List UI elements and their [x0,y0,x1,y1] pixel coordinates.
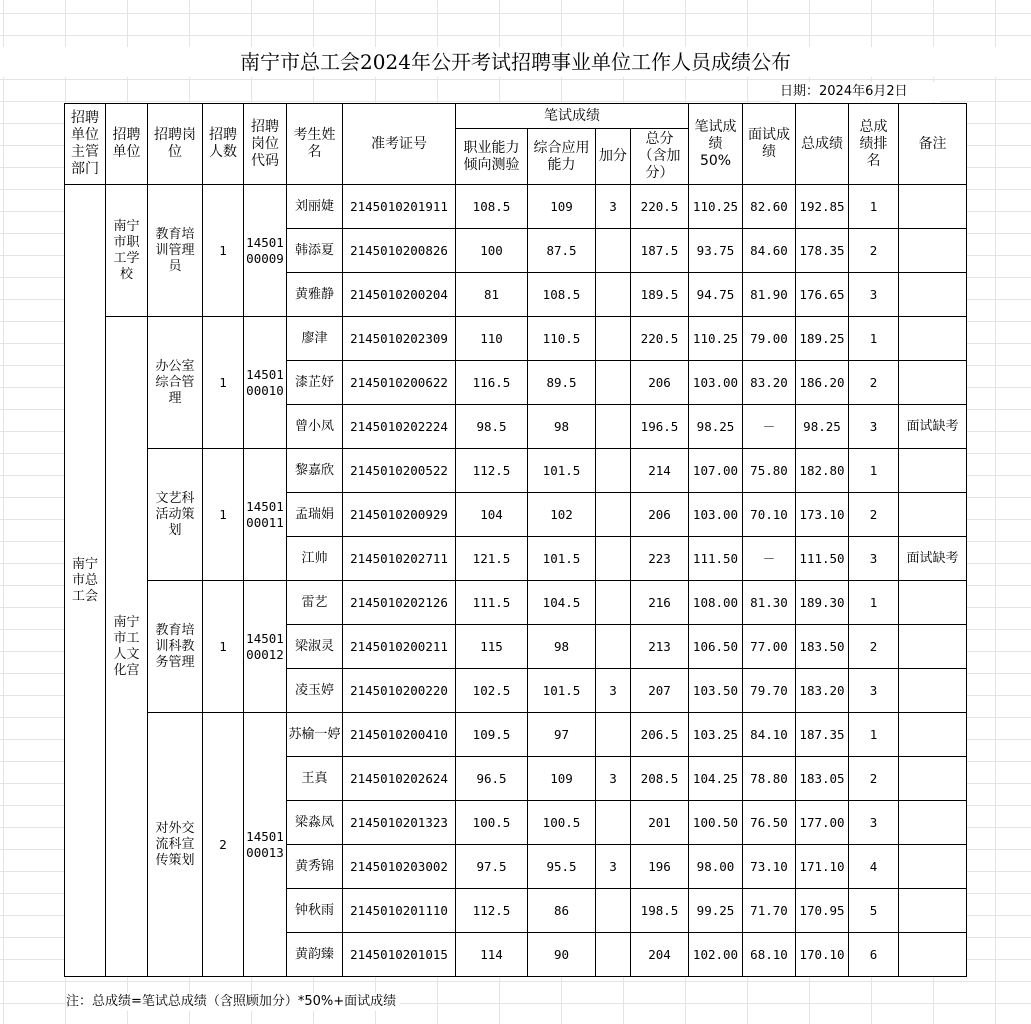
bonus-cell [596,889,631,933]
written-50-cell: 110.25 [689,185,743,229]
remark-cell: 面试缺考 [899,405,967,449]
exam-no-cell: 2145010201911 [343,185,456,229]
written-50-cell: 104.25 [689,757,743,801]
header-written-group: 笔试成绩 [456,104,689,129]
bonus-cell: 3 [596,185,631,229]
remark-cell [899,493,967,537]
applied-cell: 101.5 [528,449,596,493]
ability-cell: 121.5 [456,537,528,581]
rank-cell: 5 [849,889,899,933]
header-ability: 职业能力倾向测验 [456,129,528,185]
bonus-cell [596,801,631,845]
written-total-cell: 214 [631,449,689,493]
header-post: 招聘岗位 [148,104,203,185]
name-cell: 黄秀锦 [287,845,343,889]
rank-cell: 3 [849,405,899,449]
name-cell: 漆芷妤 [287,361,343,405]
rank-cell: 2 [849,757,899,801]
applied-cell: 101.5 [528,669,596,713]
total-cell: 189.30 [796,581,849,625]
bonus-cell [596,493,631,537]
total-cell: 111.50 [796,537,849,581]
remark-cell [899,889,967,933]
applied-cell: 97 [528,713,596,757]
total-cell: 183.05 [796,757,849,801]
applied-cell: 95.5 [528,845,596,889]
written-50-cell: 98.25 [689,405,743,449]
ability-cell: 109.5 [456,713,528,757]
applied-cell: 100.5 [528,801,596,845]
applied-cell: 102 [528,493,596,537]
header-unit: 招聘单位 [106,104,148,185]
remark-cell [899,713,967,757]
exam-no-cell: 2145010202224 [343,405,456,449]
ability-cell: 115 [456,625,528,669]
rank-cell: 1 [849,449,899,493]
written-total-cell: 208.5 [631,757,689,801]
exam-no-cell: 2145010200211 [343,625,456,669]
count-cell: 1 [203,449,244,581]
written-total-cell: 220.5 [631,317,689,361]
post-cell: 教育培训管理员 [148,185,203,317]
total-cell: 187.35 [796,713,849,757]
written-50-cell: 103.25 [689,713,743,757]
rank-cell: 3 [849,537,899,581]
total-cell: 183.20 [796,669,849,713]
score-table [64,103,967,977]
interview-cell: 81.30 [743,581,796,625]
post-cell: 办公室综合管理 [148,317,203,449]
remark-cell [899,669,967,713]
applied-cell: 90 [528,933,596,977]
footnote: 注：总成绩=笔试总成绩（含照顾加分）*50%+面试成绩 [66,993,400,1011]
interview-cell: 70.10 [743,493,796,537]
written-50-cell: 103.00 [689,493,743,537]
ability-cell: 97.5 [456,845,528,889]
header-total: 总成绩 [796,104,849,185]
written-50-cell: 107.00 [689,449,743,493]
interview-cell: 77.00 [743,625,796,669]
header-remark: 备注 [899,104,967,185]
written-total-cell: 201 [631,801,689,845]
interview-cell: 75.80 [743,449,796,493]
applied-cell: 98 [528,625,596,669]
rank-cell: 2 [849,229,899,273]
interview-cell: 71.70 [743,889,796,933]
table-row [65,581,967,625]
name-cell: 江帅 [287,537,343,581]
remark-cell [899,757,967,801]
total-cell: 192.85 [796,185,849,229]
post-cell: 文艺科活动策划 [148,449,203,581]
rank-cell: 6 [849,933,899,977]
name-cell: 钟秋雨 [287,889,343,933]
interview-cell: 82.60 [743,185,796,229]
unit-cell: 南宁市职工学校 [106,185,148,317]
exam-no-cell: 2145010201110 [343,889,456,933]
ability-cell: 100 [456,229,528,273]
bonus-cell [596,273,631,317]
dept-cell: 南宁市总工会 [65,185,106,977]
post-code-cell: 14501 00010 [244,317,287,449]
name-cell: 雷艺 [287,581,343,625]
bonus-cell [596,449,631,493]
written-50-cell: 103.50 [689,669,743,713]
rank-cell: 3 [849,669,899,713]
written-50-cell: 100.50 [689,801,743,845]
remark-cell [899,185,967,229]
interview-cell: 79.00 [743,317,796,361]
bonus-cell [596,713,631,757]
exam-no-cell: 2145010200622 [343,361,456,405]
name-cell: 曾小凤 [287,405,343,449]
header-name: 考生姓名 [287,104,343,185]
rank-cell: 1 [849,713,899,757]
remark-cell [899,845,967,889]
total-cell: 186.20 [796,361,849,405]
written-total-cell: 204 [631,933,689,977]
ability-cell: 102.5 [456,669,528,713]
interview-cell: 76.50 [743,801,796,845]
name-cell: 梁淑灵 [287,625,343,669]
header-row [65,104,967,129]
bonus-cell [596,361,631,405]
name-cell: 梁淼凤 [287,801,343,845]
applied-cell: 109 [528,757,596,801]
exam-no-cell: 2145010203002 [343,845,456,889]
interview-cell: 78.80 [743,757,796,801]
written-total-cell: 206.5 [631,713,689,757]
written-50-cell: 93.75 [689,229,743,273]
header-bonus: 加分 [596,129,631,185]
remark-cell [899,933,967,977]
header-written-50: 笔试成绩50% [689,104,743,185]
rank-cell: 2 [849,493,899,537]
post-cell: 教育培训科教务管理 [148,581,203,713]
ability-cell: 112.5 [456,449,528,493]
written-50-cell: 103.00 [689,361,743,405]
name-cell: 廖津 [287,317,343,361]
bonus-cell [596,229,631,273]
exam-no-cell: 2145010200929 [343,493,456,537]
exam-no-cell: 2145010200410 [343,713,456,757]
page-title: 南宁市总工会2024年公开考试招聘事业单位工作人员成绩公布 [0,47,1031,77]
written-total-cell: 216 [631,581,689,625]
remark-cell [899,625,967,669]
total-cell: 170.10 [796,933,849,977]
table-row [65,185,967,229]
written-50-cell: 110.25 [689,317,743,361]
written-total-cell: 206 [631,493,689,537]
written-total-cell: 196.5 [631,405,689,449]
written-50-cell: 94.75 [689,273,743,317]
applied-cell: 104.5 [528,581,596,625]
written-total-cell: 206 [631,361,689,405]
bonus-cell [596,625,631,669]
name-cell: 刘丽婕 [287,185,343,229]
header-count: 招聘人数 [203,104,244,185]
publish-date: 日期：2024年6月2日 [780,82,940,102]
applied-cell: 86 [528,889,596,933]
name-cell: 黄雅静 [287,273,343,317]
bonus-cell [596,317,631,361]
post-cell: 对外交流科宣传策划 [148,713,203,977]
applied-cell: 98 [528,405,596,449]
exam-no-cell: 2145010202126 [343,581,456,625]
written-50-cell: 98.00 [689,845,743,889]
rank-cell: 3 [849,801,899,845]
interview-cell: 83.20 [743,361,796,405]
total-cell: 170.95 [796,889,849,933]
interview-cell: － [743,537,796,581]
bonus-cell: 3 [596,845,631,889]
written-total-cell: 223 [631,537,689,581]
bonus-cell [596,537,631,581]
exam-no-cell: 2145010200522 [343,449,456,493]
count-cell: 1 [203,581,244,713]
written-total-cell: 189.5 [631,273,689,317]
interview-cell: 84.60 [743,229,796,273]
ability-cell: 116.5 [456,361,528,405]
ability-cell: 111.5 [456,581,528,625]
rank-cell: 3 [849,273,899,317]
ability-cell: 110 [456,317,528,361]
applied-cell: 108.5 [528,273,596,317]
total-cell: 178.35 [796,229,849,273]
interview-cell: 84.10 [743,713,796,757]
header-applied: 综合应用能力 [528,129,596,185]
rank-cell: 2 [849,625,899,669]
post-code-cell: 14501 00013 [244,713,287,977]
header-rank: 总成绩排名 [849,104,899,185]
ability-cell: 98.5 [456,405,528,449]
count-cell: 2 [203,713,244,977]
total-cell: 176.65 [796,273,849,317]
total-cell: 183.50 [796,625,849,669]
ability-cell: 108.5 [456,185,528,229]
written-50-cell: 106.50 [689,625,743,669]
remark-cell [899,229,967,273]
exam-no-cell: 2145010202624 [343,757,456,801]
name-cell: 孟瑞娟 [287,493,343,537]
count-cell: 1 [203,317,244,449]
rank-cell: 4 [849,845,899,889]
table-row [65,449,967,493]
rank-cell: 2 [849,361,899,405]
name-cell: 苏榆一婷 [287,713,343,757]
applied-cell: 109 [528,185,596,229]
ability-cell: 100.5 [456,801,528,845]
written-50-cell: 99.25 [689,889,743,933]
exam-no-cell: 2145010201015 [343,933,456,977]
name-cell: 黎嘉欣 [287,449,343,493]
bonus-cell: 3 [596,757,631,801]
total-cell: 177.00 [796,801,849,845]
remark-cell [899,801,967,845]
table-row [65,317,967,361]
remark-cell [899,317,967,361]
header-written-total: 总分（含加分） [631,129,689,185]
ability-cell: 114 [456,933,528,977]
written-total-cell: 198.5 [631,889,689,933]
bonus-cell [596,933,631,977]
post-code-cell: 14501 00011 [244,449,287,581]
header-interview: 面试成绩 [743,104,796,185]
remark-cell [899,449,967,493]
total-cell: 98.25 [796,405,849,449]
name-cell: 韩添夏 [287,229,343,273]
post-code-cell: 14501 00012 [244,581,287,713]
written-total-cell: 187.5 [631,229,689,273]
name-cell: 王真 [287,757,343,801]
unit-cell: 南宁市工人文化宫 [106,317,148,977]
header-post-code: 招聘岗位代码 [244,104,287,185]
written-50-cell: 102.00 [689,933,743,977]
total-cell: 171.10 [796,845,849,889]
exam-no-cell: 2145010202711 [343,537,456,581]
bonus-cell [596,405,631,449]
applied-cell: 110.5 [528,317,596,361]
applied-cell: 101.5 [528,537,596,581]
written-total-cell: 207 [631,669,689,713]
exam-no-cell: 2145010201323 [343,801,456,845]
written-50-cell: 111.50 [689,537,743,581]
interview-cell: 73.10 [743,845,796,889]
table-row [65,713,967,757]
ability-cell: 104 [456,493,528,537]
interview-cell: 79.70 [743,669,796,713]
name-cell: 黄韵臻 [287,933,343,977]
bonus-cell: 3 [596,669,631,713]
remark-cell [899,273,967,317]
interview-cell: 81.90 [743,273,796,317]
remark-cell [899,581,967,625]
remark-cell [899,361,967,405]
header-dept: 招聘单位主管部门 [65,104,106,185]
post-code-cell: 14501 00009 [244,185,287,317]
ability-cell: 96.5 [456,757,528,801]
remark-cell: 面试缺考 [899,537,967,581]
total-cell: 173.10 [796,493,849,537]
applied-cell: 87.5 [528,229,596,273]
interview-cell: － [743,405,796,449]
written-total-cell: 213 [631,625,689,669]
written-total-cell: 220.5 [631,185,689,229]
bonus-cell [596,581,631,625]
written-50-cell: 108.00 [689,581,743,625]
rank-cell: 1 [849,317,899,361]
count-cell: 1 [203,185,244,317]
interview-cell: 68.10 [743,933,796,977]
written-total-cell: 196 [631,845,689,889]
rank-cell: 1 [849,581,899,625]
exam-no-cell: 2145010202309 [343,317,456,361]
header-exam-no: 准考证号 [343,104,456,185]
applied-cell: 89.5 [528,361,596,405]
total-cell: 189.25 [796,317,849,361]
total-cell: 182.80 [796,449,849,493]
name-cell: 凌玉婷 [287,669,343,713]
exam-no-cell: 2145010200220 [343,669,456,713]
ability-cell: 81 [456,273,528,317]
exam-no-cell: 2145010200826 [343,229,456,273]
rank-cell: 1 [849,185,899,229]
ability-cell: 112.5 [456,889,528,933]
exam-no-cell: 2145010200204 [343,273,456,317]
